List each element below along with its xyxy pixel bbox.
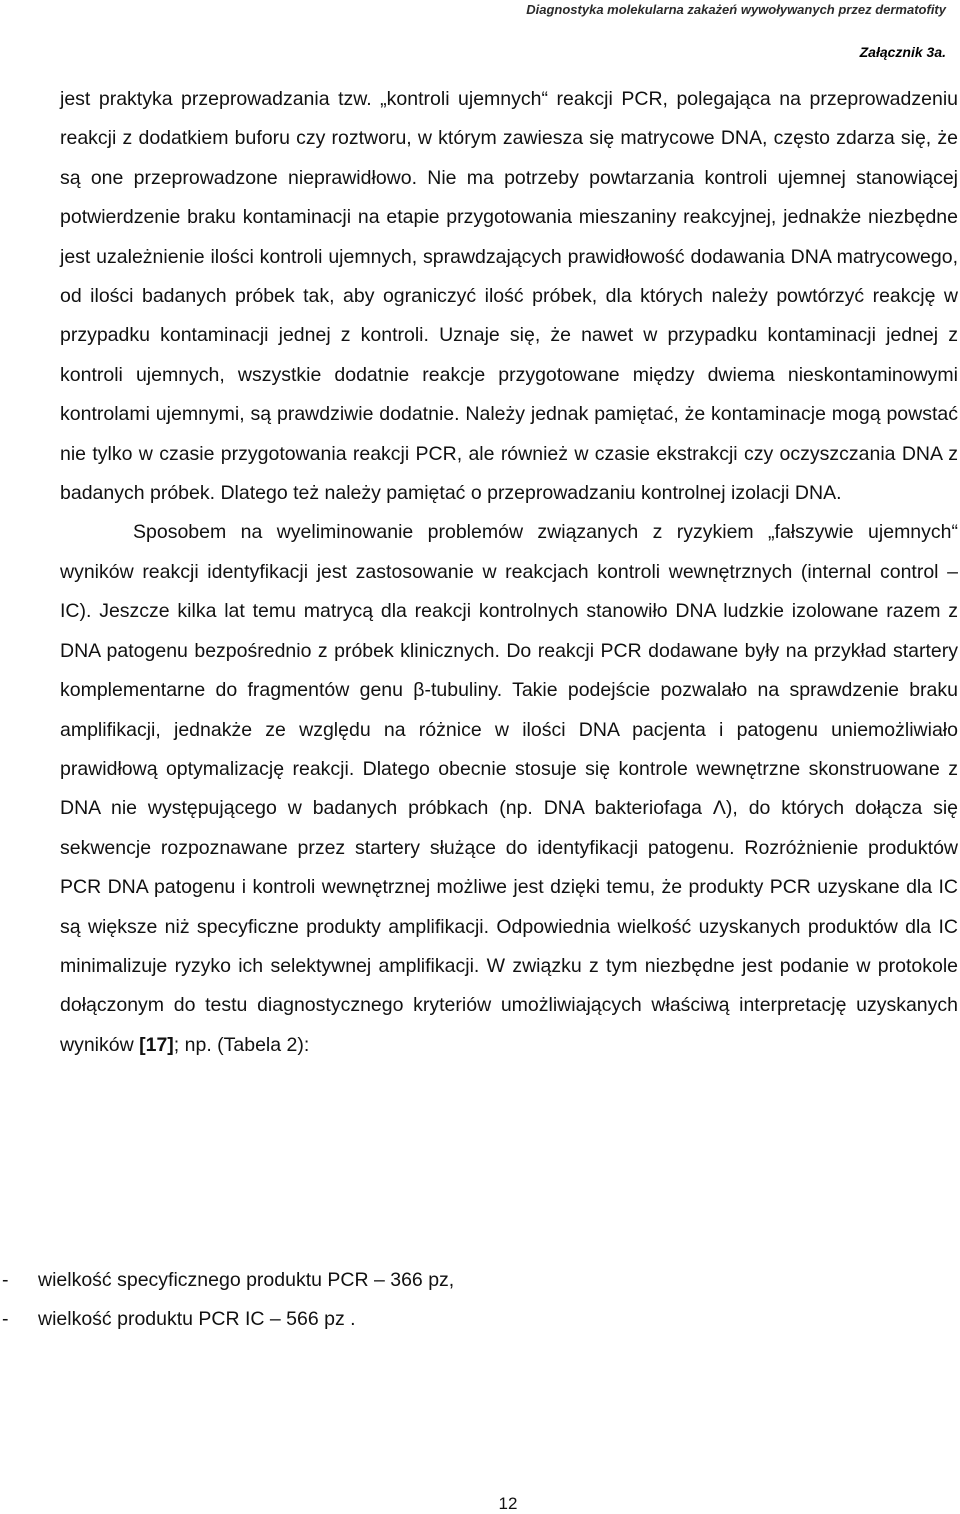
paragraph-negative-controls: jest praktyka przeprowadzania tzw. „kontroli ujemnych“ reakcji PCR, polegająca na przeprowadzeniu reakcji z dodatkiem buforu czy roztworu, w którym zawiesza się matrycowe DNA, często zdarza się, że są one przeprowadzone nieprawidłowo. Nie ma potrzeby powtarzania kontroli ujemnej stanowiącej potwierdzenie braku kontaminacji na etapie przygotowania mieszaniny reakcyjnej, jednakże niezbędne jest uzależnienie ilości kontroli ujemnych, sprawdzających prawidłowość dodawania DNA matrycowego, od ilości badanych próbek tak, aby ograniczyć ilość próbek, dla których należy powtórzyć reakcję w przypadku kontaminacji jednej z kontroli. Uznaje się, że nawet w przypadku kontaminacji jednej z kontroli ujemnych, wszystkie dodatnie reakcje przygotowane między dwiema nieskontaminowymi kontrolami ujemnymi, są prawdziwie dodatnie. Należy jednak pamiętać, że kontaminacje mogą powstać nie tylko w czasie przygotowania reakcji PCR, ale również w czasie ekstrakcji czy oczyszczania DNA z badanych próbek. Dlatego też należy pamiętać o przeprowadzaniu kontrolnej izolacji DNA. [60, 88, 958, 505]
main-text [60, 80, 958, 1065]
running-header: Diagnostyka molekularna zakażeń wywoływanych przez dermatofity [526, 2, 946, 17]
list-bullet: - [2, 1308, 9, 1331]
attachment-label: Załącznik 3a. [859, 44, 946, 60]
list-bullet: - [2, 1269, 9, 1291]
paragraph-internal-controls-tail: ; np. (Tabela 2): [173, 1033, 310, 1056]
paragraph-internal-controls [60, 513, 958, 1065]
list-item-text: wielkość specyficznego produktu PCR – 366 pz, [38, 1269, 455, 1291]
list-item [0, 1261, 920, 1300]
paragraph-internal-controls-text: Sposobem na wyeliminowanie problemów związanych z ryzykiem „fałszywie ujemnych“ wyników reakcji identyfikacji jest zastosowanie w reakcjach kontroli wewnętrznych (internal control – IC). Jeszcze kilka lat temu matrycą dla reakcji kontrolnych stanowiło DNA ludzkie izolowane razem z DNA patogenu bezpośrednio z próbek klinicznych. Do reakcji PCR dodawane były na przykład startery komplementarne do fragmentów genu β-tubuliny. Takie podejście pozwalało na sprawdzenie braku amplifikacji, jednakże ze względu na różnice w ilości DNA pacjenta i patogenu uniemożliwiało prawidłową optymalizację reakcji. Dlatego obecnie stosuje się kontrole wewnętrzne skonstruowane z DNA nie występującego w badanych próbkach (np. DNA bakteriofaga Λ), do których dołącza się sekwencje rozpoznawane przez startery służące do identyfikacji patogenu. Rozróżnienie produktów PCR DNA patogenu i kontroli wewnętrznej możliwe jest dzięki temu, że produkty PCR uzyskane dla IC są większe niż specyficzne produkty amplifikacji. Odpowiednia wielkość uzyskanych produktów dla IC minimalizuje ryzyko ich selektywnej amplifikacji. W związku z tym niezbędne jest podanie w protokole dołączonym do testu diagnostycznego kryteriów umożliwiających właściwą interpretację uzyskanych wyników [60, 521, 958, 1056]
list-item-text: wielkość produktu PCR IC – 566 pz . [38, 1308, 356, 1331]
citation-reference: [17] [139, 1033, 174, 1056]
page-number: 12 [498, 1494, 518, 1513]
list-item [0, 1300, 920, 1339]
pcr-product-size-list [0, 1261, 920, 1340]
